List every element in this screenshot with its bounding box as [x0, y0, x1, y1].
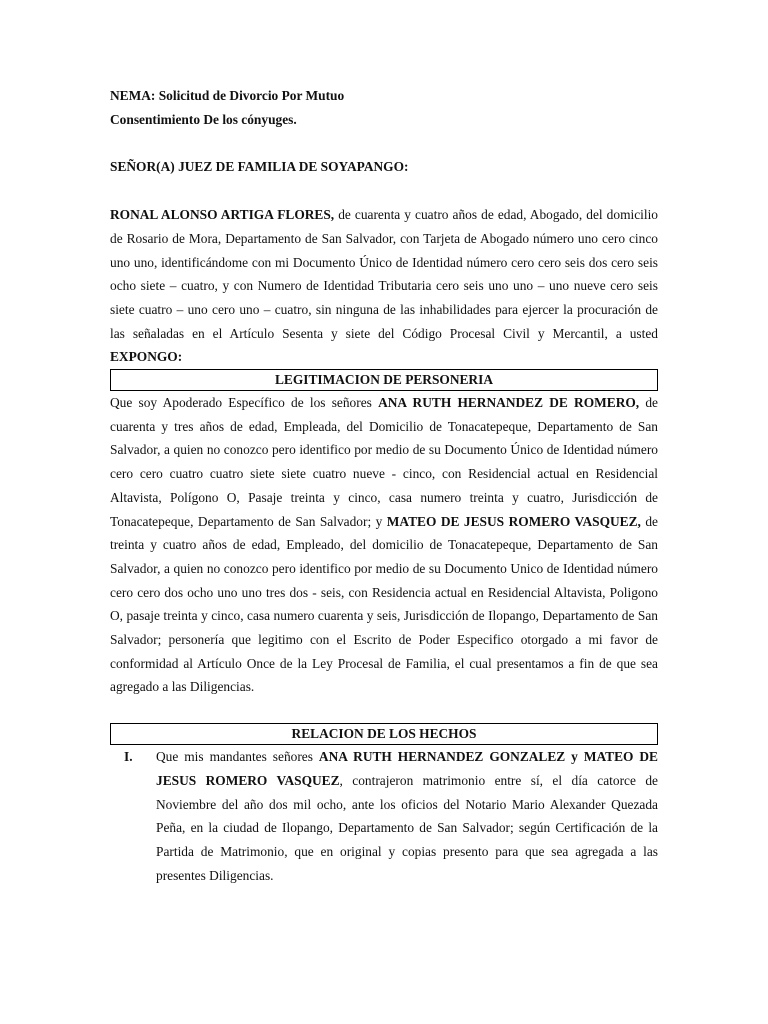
intro-text: de cuarenta y cuatro años de edad, Abogado, del domicilio de Rosario de Mora, Departamento de San Salvador, con Tarjeta de Abogado número uno cero cinco uno uno, identificándome con mi Documento Único de Identidad número cero cero seis dos cero seis ocho siete – cuatro, y con Numero de Identidad Tributaria cero seis uno uno – uno nueve cero seis siete cuatro – uno cero uno – cuatro, sin ninguna de las inhabilidades para ejercer la procuración de las señaladas en el Artículo Sesenta y siete del Código Procesal Civil y Mercantil, a usted — [110, 207, 659, 341]
lawyer-name: RONAL ALONSO ARTIGA FLORES, — [110, 207, 335, 223]
list-item — [110, 745, 658, 887]
expongo-label: EXPONGO: — [110, 349, 183, 365]
subject-line-2: Consentimiento De los cónyuges. — [110, 111, 297, 127]
client-name-1: ANA RUTH HERNANDEZ DE ROMERO, — [378, 395, 640, 411]
list-number: I. — [124, 749, 133, 765]
legitimacion-text-2: de cuarenta y tres años de edad, Empleada, del Domicilio de Tonacatepeque, Departamento de San Salvador, a quien no conozco pero identifico por medio de su Documento Único de Identidad número cero cero cuatro cuatro siete siete cuatro nueve - cinco, con Residencial actual en Residencial Altavista, Polígono O, Pasaje treinta y cinco, casa numero treinta y cuatro, Jurisdicción de Tonacatepeque, Departamento de San Salvador; y — [110, 395, 658, 529]
document-body — [110, 84, 658, 887]
hecho-names: ANA RUTH HERNANDEZ GONZALEZ y MATEO DE JESUS ROMERO VASQUEZ — [156, 749, 658, 788]
subject-line-1: NEMA: Solicitud de Divorcio Por Mutuo — [110, 88, 345, 103]
section-title-hechos: RELACION DE LOS HECHOS — [110, 723, 658, 745]
legitimacion-text-1: Que soy Apoderado Específico de los señores — [110, 395, 379, 411]
list-item-text — [156, 745, 658, 887]
intro-paragraph — [110, 203, 658, 369]
hecho-text-1: Que mis mandantes señores — [156, 749, 319, 765]
hecho-text-2: , contrajeron matrimonio entre sí, el día catorce de Noviembre del año dos mil ocho, ante los oficios del Notario Mario Alexander Quezada Peña, en la ciudad de Ilopango, Departamento de San Salvador; según Certificación de la Partida de Matrimonio, que en original y copias presento para que sea agregada a las presentes Diligencias. — [156, 772, 658, 883]
addressee: SEÑOR(A) JUEZ DE FAMILIA DE SOYAPANGO: — [110, 159, 409, 175]
legitimacion-text-3: de treinta y cuatro años de edad, Empleado, del domicilio de Tonacatepeque, Departamento de San Salvador, a quien no conozco pero identifico por medio de su Documento Unico de Identidad número cero cero dos ocho uno uno tres dos - seis, con Residencia actual en Residencial Altavista, Poligono O, pasaje treinta y cinco, casa numero cuarenta y seis, Jurisdicción de Ilopango, Departamento de San Salvador; personería que legitimo con el Escrito de Poder Especifico otorgado a mi favor de conformidad al Artículo Once de la Ley Procesal de Familia, el cual presentamos a fin de que sea agregado a las Diligencias. — [110, 513, 658, 695]
section-title-legitimacion: LEGITIMACION DE PERSONERIA — [110, 369, 658, 391]
spacer — [110, 179, 658, 203]
spacer — [110, 131, 658, 155]
client-name-2: MATEO DE JESUS ROMERO VASQUEZ, — [386, 513, 641, 529]
legitimacion-paragraph — [110, 391, 658, 699]
